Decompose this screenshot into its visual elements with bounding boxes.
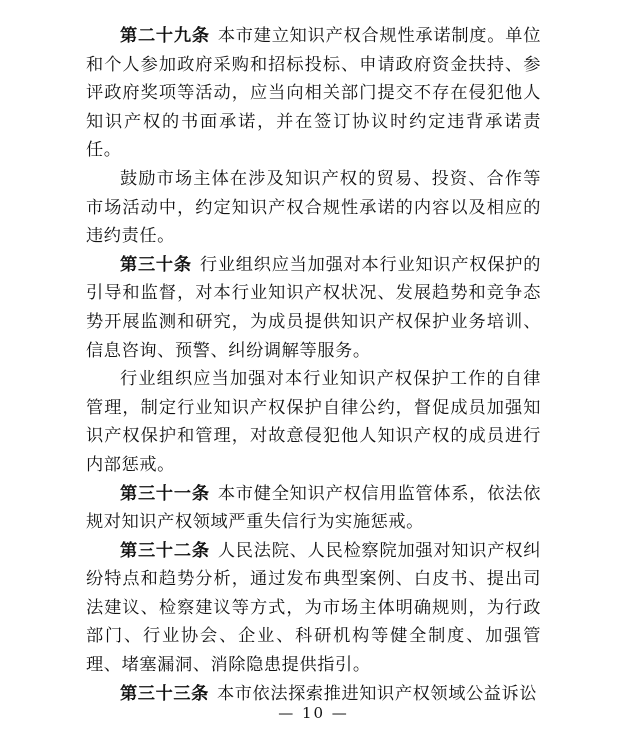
article-text: 人民法院、人民检察院加强对知识产权纠纷特点和趋势分析，通过发布典型案例、白皮书、提出司法建议、检察建议等方式，为市场主体明确规则，为行政部门、行业协会、企业、科研机构等健全制度、加强管理、堵塞漏洞、消除隐患提供指引。 — [86, 540, 541, 676]
article-29-paragraph — [86, 22, 541, 165]
article-29-paragraph-2 — [86, 165, 541, 251]
article-text: 本市依法探索推进知识产权领域公益诉讼 — [216, 683, 538, 704]
article-text: 本市健全知识产权信用监管体系，依法依规对知识产权领域严重失信行为实施惩戒。 — [86, 483, 541, 533]
article-32-paragraph — [86, 537, 541, 680]
article-number: 第二十九条 — [120, 26, 210, 46]
article-30-paragraph — [86, 251, 541, 365]
article-30-paragraph-2 — [86, 365, 541, 479]
article-number: 第三十三条 — [120, 683, 209, 704]
article-number: 第三十条 — [120, 254, 192, 275]
article-text: 鼓励市场主体在涉及知识产权的贸易、投资、合作等市场活动中，约定知识产权合规性承诺的内容以及相应的违约责任。 — [86, 168, 541, 247]
page-number: — 10 — — [278, 704, 349, 722]
article-text: 行业组织应当加强对本行业知识产权保护的引导和监督，对本行业知识产权状况、发展趋势和竞争态势开展监测和研究，为成员提供知识产权保护业务培训、信息咨询、预警、纠纷调解等服务。 — [86, 254, 541, 361]
document-body — [86, 22, 541, 708]
article-31-paragraph — [86, 480, 541, 537]
article-number: 第三十一条 — [120, 483, 210, 504]
article-number: 第三十二条 — [120, 540, 210, 561]
article-text: 行业组织应当加强对本行业知识产权保护工作的自律管理，制定行业知识产权保护自律公约，督促成员加强知识产权保护和管理，对故意侵犯他人知识产权的成员进行内部惩戒。 — [86, 369, 541, 475]
article-text: 本市建立知识产权合规性承诺制度。单位和个人参加政府采购和招标投标、申请政府资金扶持、参评政府奖项等活动，应当向相关部门提交不存在侵犯他人知识产权的书面承诺，并在签订协议时约定违背承诺责任。 — [86, 26, 541, 161]
